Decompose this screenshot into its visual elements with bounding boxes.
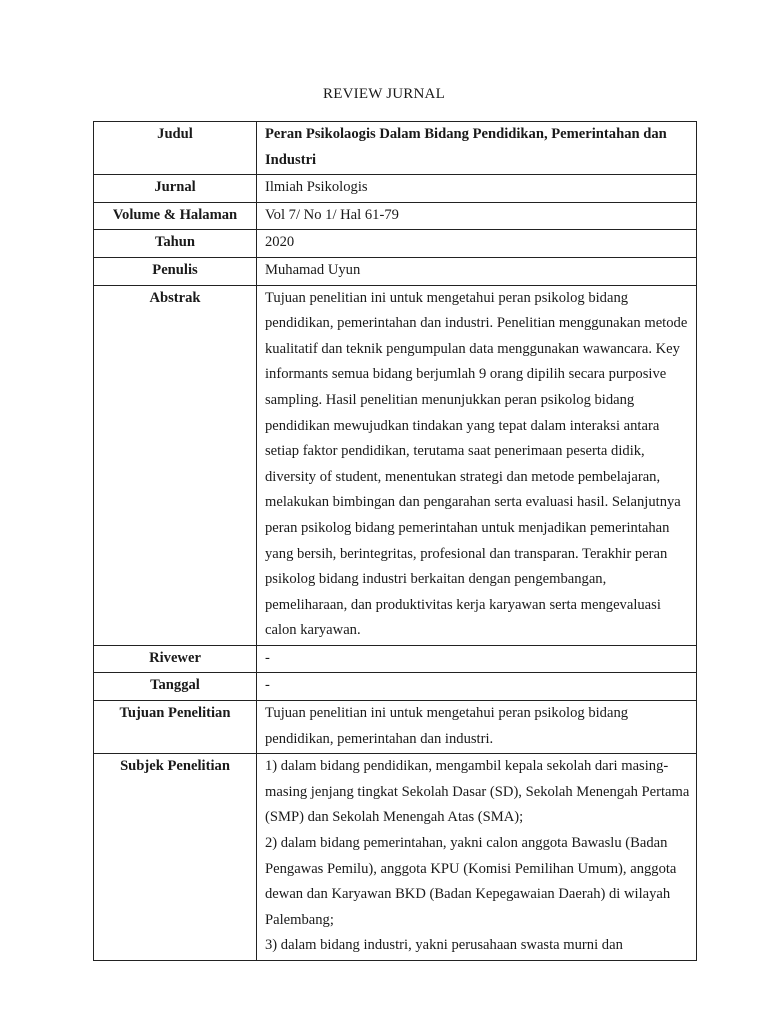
row-subjek	[94, 754, 697, 961]
value-abstrak: Tujuan penelitian ini untuk mengetahui peran psikolog bidang pendidikan, pemerintahan dan industri. Penelitian menggunakan metode kualitatif dan teknik pengumpulan data menggunakan wawancara. Key informants semua bidang berjumlah 9 orang dipilih secara purposive sampling. Hasil penelitian menunjukkan peran psikolog bidang pendidikan mewujudkan tindakan yang tepat dalam interaksi antara setiap faktor pendidikan, terutama saat penerimaan peserta didik, diversity of student, menentukan strategi dan metode pembelajaran, melakukan bimbingan dan pengarahan serta evaluasi hasil. Selanjutnya peran psikolog bidang pemerintahan untuk menjadikan pemerintahan yang bersih, berintegritas, profesional dan transparan. Terakhir peran psikolog bidang industri berkaitan dengan pengembangan, pemeliharaan, dan produktivitas kerja karyawan serta mengevaluasi calon karyawan.	[257, 285, 697, 645]
label-jurnal: Jurnal	[94, 175, 257, 203]
subjek-item-1: 1) dalam bidang pendidikan, mengambil kepala sekolah dari masing-masing jenjang tingkat Sekolah Dasar (SD), Sekolah Menengah Pertama (SMP) dan Sekolah Menengah Atas (SMA);	[265, 758, 690, 826]
value-jurnal: Ilmiah Psikologis	[257, 175, 697, 203]
row-volume	[94, 202, 697, 230]
label-tanggal: Tanggal	[94, 673, 257, 701]
label-abstrak: Abstrak	[94, 285, 257, 645]
row-rivewer	[94, 645, 697, 673]
row-tanggal	[94, 673, 697, 701]
subjek-item-3: 3) dalam bidang industri, yakni perusahaan swasta murni dan	[265, 937, 623, 954]
value-judul: Peran Psikolaogis Dalam Bidang Pendidikan, Pemerintahan dan Industri	[257, 122, 697, 175]
row-tahun	[94, 230, 697, 258]
value-tahun: 2020	[257, 230, 697, 258]
label-judul: Judul	[94, 122, 257, 175]
value-tanggal: -	[257, 673, 697, 701]
page-title: REVIEW JURNAL	[323, 86, 445, 102]
value-rivewer: -	[257, 645, 697, 673]
label-penulis: Penulis	[94, 257, 257, 285]
label-tahun: Tahun	[94, 230, 257, 258]
review-table	[93, 121, 697, 961]
label-volume: Volume & Halaman	[94, 202, 257, 230]
label-subjek: Subjek Penelitian	[94, 754, 257, 961]
row-abstrak	[94, 285, 697, 645]
label-rivewer: Rivewer	[94, 645, 257, 673]
row-penulis	[94, 257, 697, 285]
value-penulis: Muhamad Uyun	[257, 257, 697, 285]
value-subjek	[257, 754, 697, 961]
value-volume: Vol 7/ No 1/ Hal 61-79	[257, 202, 697, 230]
row-tujuan	[94, 701, 697, 754]
label-tujuan: Tujuan Penelitian	[94, 701, 257, 754]
subjek-item-2: 2) dalam bidang pemerintahan, yakni calon anggota Bawaslu (Badan Pengawas Pemilu), anggota KPU (Komisi Pemilihan Umum), anggota dewan dan Karyawan BKD (Badan Kepegawaian Daerah) di wilayah Palembang;	[265, 835, 677, 928]
row-judul	[94, 122, 697, 175]
value-tujuan: Tujuan penelitian ini untuk mengetahui peran psikolog bidang pendidikan, pemerintahan dan industri.	[257, 701, 697, 754]
row-jurnal	[94, 175, 697, 203]
